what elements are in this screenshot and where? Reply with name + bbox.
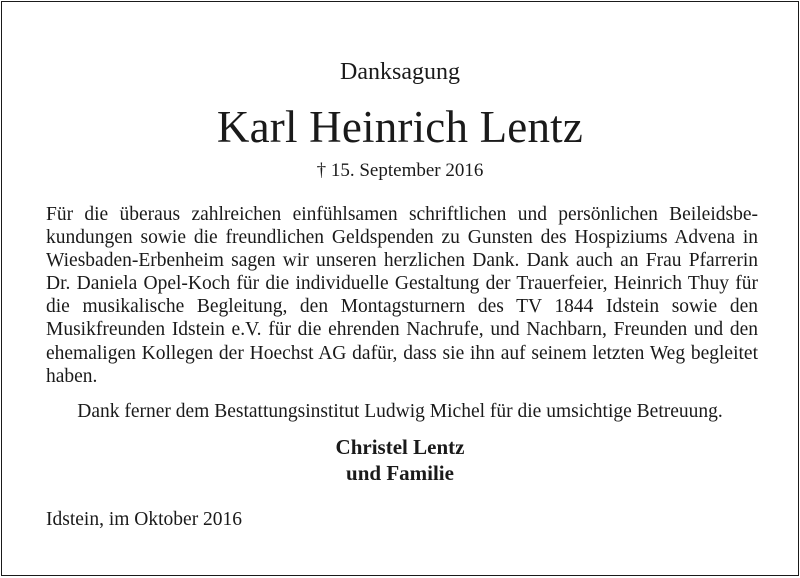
- signature-family: und Familie: [346, 461, 454, 485]
- thanks-paragraph: Für die überaus zahlreichen einfühlsamen schriftlichen und persönlichen Beileidsbekundungen sowie die freundlichen Geldspenden zu Gunsten des Hospiziums Advena in Wiesbaden-Erbenheim sagen wir unseren herzlichen Dank. Dank auch an Frau Pfarrerin Dr. Daniela Opel-Koch für die individuelle Gestaltung der Trauerfeier, Heinrich Thuy für die musikalische Begleitung, den Montagsturnern des TV 1844 Idstein sowie den Musikfreunden Idstein e.V. für die ehrenden Nachrufe, und Nachbarn, Freunden und den ehemaligen Kollegen der Hoechst AG dafür, dass sie ihn auf seinem letzten Weg begleitet haben.: [46, 204, 758, 387]
- deceased-name: Karl Heinrich Lentz: [216, 102, 584, 152]
- additional-thanks: Dank ferner dem Bestattungsinstitut Ludwig Michel für die umsichtige Betreuung.: [77, 401, 723, 422]
- signature-block: [2, 434, 798, 486]
- place-and-date: Idstein, im Oktober 2016: [46, 509, 243, 530]
- death-date: † 15. September 2016: [316, 160, 484, 181]
- notice-heading: Danksagung: [340, 59, 460, 85]
- obituary-notice: [1, 1, 799, 576]
- signature-name: Christel Lentz: [335, 435, 465, 459]
